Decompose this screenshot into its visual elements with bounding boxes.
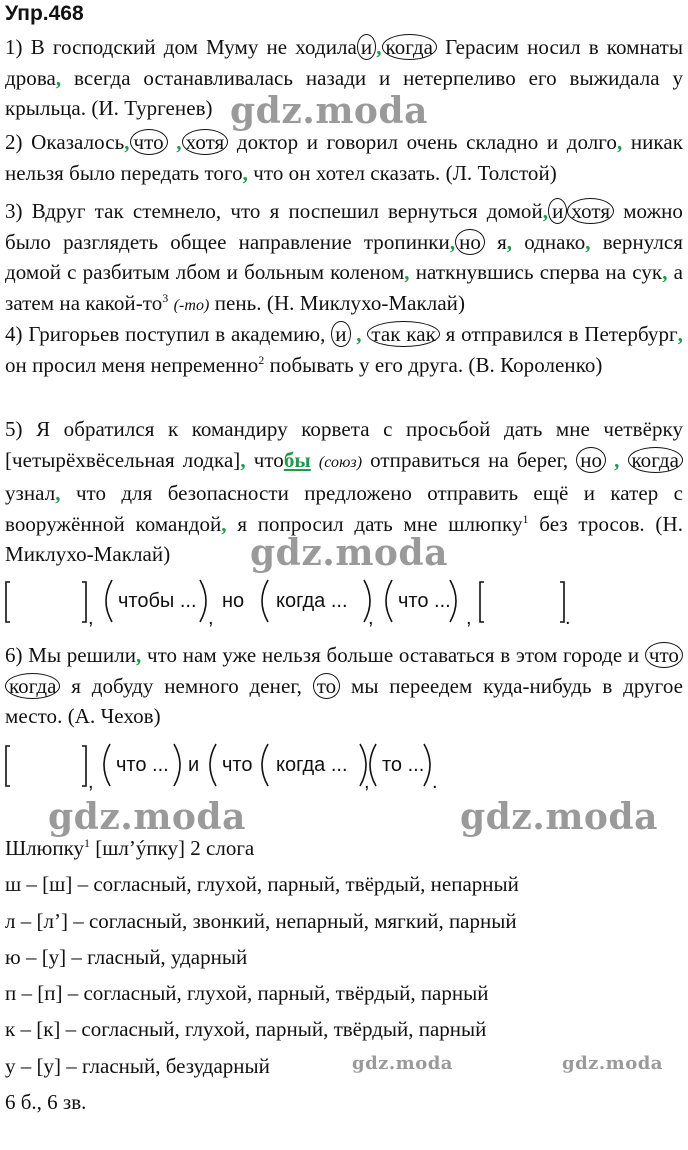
circled-conjunction: то	[313, 673, 341, 699]
scheme-word: чтобы ...	[118, 590, 197, 612]
paren-open	[210, 744, 216, 786]
watermark: gdz.moda	[250, 532, 448, 574]
sentence-3-text-e: вернулся домой с разбитым лбом и больным коленом	[5, 229, 684, 284]
svg-text:,: ,	[208, 607, 214, 629]
sentence-4-text-b: я отправился в Петербург	[439, 322, 678, 346]
green-comma: ,	[350, 322, 362, 346]
sentence-3-text-f: наткнувшись сперва на сук	[409, 260, 663, 284]
green-comma: ,	[124, 130, 130, 154]
paren-open	[262, 744, 268, 786]
sentence-6-text-a: 6) Мы решили	[5, 643, 137, 667]
sentence-6-text-c: я добуду немного денег,	[60, 673, 302, 698]
green-comma: ,	[55, 481, 61, 505]
circled-conjunction: что	[645, 642, 683, 668]
phonetic-line: л – [л’] – согласный, звонкий, непарный, мягкий, парный	[5, 908, 517, 933]
scheme-word: когда ...	[276, 754, 348, 776]
sentence-1-text-a: 1) В господский дом Муму не ходила	[5, 35, 357, 59]
sentence-3-text-c: я	[484, 229, 507, 254]
circled-conjunction: когда	[382, 34, 437, 60]
sentence-2-text-a: 2) Оказалось	[5, 130, 125, 154]
sentence-1-text-b: Герасим носил в комнаты дрова	[5, 35, 683, 90]
sentence-2-text-c: никак нельзя было передать того	[5, 130, 683, 185]
sentence-5-text-b: что	[245, 447, 284, 472]
svg-text:,: ,	[88, 771, 94, 793]
scheme-word: то ...	[382, 754, 425, 776]
bracket-open	[6, 582, 10, 622]
phonetic-line: ш – [ш] – согласный, глухой, парный, твёрдый, непарный	[5, 872, 519, 897]
green-comma: ,	[662, 260, 668, 284]
sentence-4-text-c: он просил меня непременно	[5, 352, 259, 377]
sentence-3	[5, 196, 683, 321]
phonetic-line: к – [к] – согласный, глухой, парный, твёрдый, парный	[5, 1017, 487, 1042]
sentence-5-text-a: 5) Я обратился к командиру корвета с просьбой дать мне четвёрку [четырёхвёсельная лодка]	[5, 417, 683, 472]
scheme-word: что ...	[116, 754, 169, 776]
svg-text:.: .	[432, 771, 438, 793]
paren-close	[450, 580, 456, 622]
sentence-1-text-c: всегда останавливалась назади и нетерпеливо его выжидала у крыльца. (И. Тургенев)	[5, 65, 683, 120]
sentence-5-text-e: что для безопасности предложено отправить ещё и катер с вооружённой командой	[5, 481, 683, 536]
paren-open	[370, 744, 376, 786]
sentence-3-text-g: а затем на какой-то	[5, 260, 683, 315]
green-comma: ,	[376, 35, 382, 59]
circled-conjunction: когда	[5, 673, 60, 699]
green-comma: ,	[506, 229, 513, 254]
sentence-2	[5, 127, 683, 188]
sentence-5-text-c: отправиться на берег,	[362, 447, 569, 472]
green-comma: ,	[606, 447, 620, 472]
circled-conjunction: и	[331, 321, 350, 347]
sentence-6-text-d: мы переедем куда-нибудь в другое место. (А. Чехов)	[5, 673, 683, 728]
paren-open	[386, 580, 392, 622]
sentence-5-text-d: узнал	[5, 481, 56, 505]
sentence-4-text-d: побывать у его друга. (В. Короленко)	[264, 352, 603, 377]
bracket-open	[480, 582, 484, 622]
green-comma: ,	[542, 199, 549, 223]
svg-text:,: ,	[88, 607, 94, 629]
circled-conjunction: так как	[367, 321, 439, 347]
phonetic-analysis	[5, 830, 519, 1120]
phonetic-line: п – [п] – согласный, глухой, парный, твёрдый, парный	[5, 981, 489, 1006]
sentence-5-scheme	[0, 570, 688, 632]
green-comma: ,	[404, 260, 410, 284]
svg-text:,: ,	[466, 607, 472, 629]
paren-close	[200, 580, 206, 622]
bracket-close	[560, 582, 564, 622]
exercise-title: Упр.468	[5, 2, 84, 25]
sentence-6	[5, 640, 683, 732]
paren-open	[262, 580, 268, 622]
circled-conjunction: и	[357, 34, 376, 60]
green-comma: ,	[585, 229, 591, 254]
green-comma: ,	[55, 65, 62, 90]
paren-open	[106, 580, 112, 622]
svg-text:,: ,	[364, 771, 370, 793]
phonetic-heading: Шлюпку$^1$ [шл’ýпку] 2 слога	[5, 836, 255, 860]
sentence-3-text-d: однако	[512, 229, 586, 254]
green-comma: ,	[616, 130, 623, 154]
watermark: gdz.moda	[230, 90, 428, 132]
sentence-3-text-h: пень. (Н. Миклухо-Маклай)	[209, 290, 466, 315]
sentence-4	[5, 319, 683, 380]
green-comma: ,	[677, 322, 683, 346]
sentence-6-text-b: что нам уже нельзя больше оставаться в этом городе и	[141, 643, 645, 667]
circled-conjunction: хотя	[182, 129, 229, 155]
green-comma: ,	[167, 130, 182, 154]
scheme-word: когда ...	[276, 590, 348, 612]
scheme-word: что ...	[398, 590, 451, 612]
highlighted-particle: бы	[283, 447, 311, 472]
green-comma: ,	[242, 160, 248, 185]
bracket-open	[6, 746, 10, 786]
scheme-word: и	[188, 754, 200, 776]
footnote-mark: 1	[522, 511, 529, 526]
green-comma: ,	[136, 643, 142, 667]
green-comma: ,	[449, 229, 456, 254]
circled-conjunction: но	[455, 229, 485, 255]
paren-close	[424, 744, 430, 786]
phonetic-line: ю – [у] – гласный, ударный	[5, 944, 248, 969]
phonetic-line: у – [у] – гласный, безударный	[5, 1053, 270, 1078]
watermark: gdz.moda	[562, 1053, 663, 1074]
svg-text:.: .	[565, 607, 571, 629]
sentence-5-text-g: без тросов. (Н. Миклухо-Маклай)	[5, 511, 683, 566]
scheme-word: но	[222, 590, 245, 612]
sentence-2-text-d: что он хотел сказать. (Л. Толстой)	[247, 160, 557, 185]
footnote-mark: 2	[258, 352, 265, 367]
sentence-4-text-a: 4) Григорьев поступил в академию,	[5, 322, 326, 346]
watermark: gdz.moda	[48, 796, 246, 838]
circled-conjunction: хотя	[567, 198, 614, 224]
sentence-3-text-a: 3) Вдруг так стемнело, что я поспешил вернуться домой	[5, 199, 543, 223]
watermark: gdz.moda	[352, 1053, 453, 1074]
paren-close	[174, 744, 180, 786]
svg-text:,: ,	[368, 607, 374, 629]
sentence-6-scheme	[0, 734, 688, 796]
paren-open	[104, 744, 110, 786]
footnote-mark: 3	[162, 290, 169, 305]
conjunction-note: (союз)	[318, 453, 363, 471]
circled-conjunction: когда	[628, 447, 683, 473]
bracket-close	[82, 582, 86, 622]
sentence-3-text-b: можно было разглядеть общее направление тропинки	[5, 199, 683, 254]
morpheme-note: (-то)	[173, 296, 210, 314]
phonetic-summary: 6 б., 6 зв.	[5, 1090, 87, 1115]
circled-conjunction: но	[576, 447, 606, 473]
bracket-close	[82, 746, 86, 786]
watermark: gdz.moda	[460, 796, 658, 838]
circled-conjunction: что	[130, 129, 168, 155]
scheme-word: что	[222, 754, 253, 776]
circled-conjunction: и	[548, 198, 567, 224]
green-comma: ,	[240, 447, 246, 472]
green-comma: ,	[221, 511, 227, 536]
sentence-5-text-f: я попросил дать мне шлюпку	[226, 511, 523, 536]
sentence-2-text-b: доктор и говорил очень складно и долго	[228, 130, 617, 154]
